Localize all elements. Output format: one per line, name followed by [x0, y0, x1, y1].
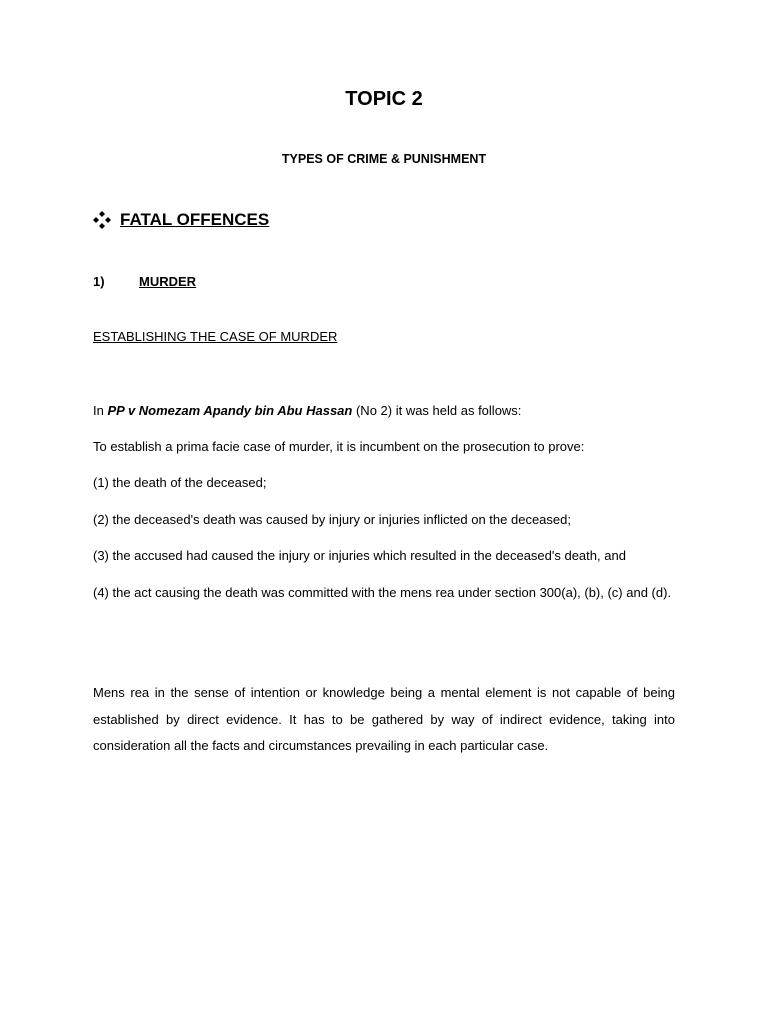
four-diamond-bullet-icon	[93, 211, 111, 229]
case-name: PP v Nomezam Apandy bin Abu Hassan	[107, 403, 353, 418]
numbered-heading-label: MURDER	[139, 274, 197, 289]
section-heading	[93, 210, 269, 230]
section-heading-label: FATAL OFFENCES	[120, 210, 270, 229]
page-subtitle: TYPES OF CRIME & PUNISHMENT	[281, 152, 487, 166]
element-item: (2) the deceased's death was caused by injury or injuries inflicted on the deceased;	[93, 512, 571, 527]
element-item: (1) the death of the deceased;	[93, 475, 267, 490]
intro-line	[93, 398, 675, 424]
intro-prefix: In	[93, 403, 108, 418]
numbered-heading-number: 1)	[93, 274, 105, 289]
lead-line: To establish a prima facie case of murder, it is incumbent on the prosecution to prove:	[93, 439, 585, 454]
closing-paragraph: Mens rea in the sense of intention or knowledge being a mental element is not capable of being established by direct evidence. It has to be gathered by way of indirect evidence, taking into consideration all the facts and circumstances prevailing in each particular case.	[93, 685, 675, 753]
intro-suffix: (No 2) it was held as follows:	[352, 403, 522, 418]
numbered-heading	[93, 274, 196, 289]
subheading: ESTABLISHING THE CASE OF MURDER	[93, 329, 338, 344]
element-item: (3) the accused had caused the injury or injuries which resulted in the deceased's death, and	[93, 548, 626, 563]
element-item: (4) the act causing the death was committed with the mens rea under section 300(a), (b), (c) and (d).	[93, 585, 672, 600]
page-title: TOPIC 2	[345, 88, 423, 110]
